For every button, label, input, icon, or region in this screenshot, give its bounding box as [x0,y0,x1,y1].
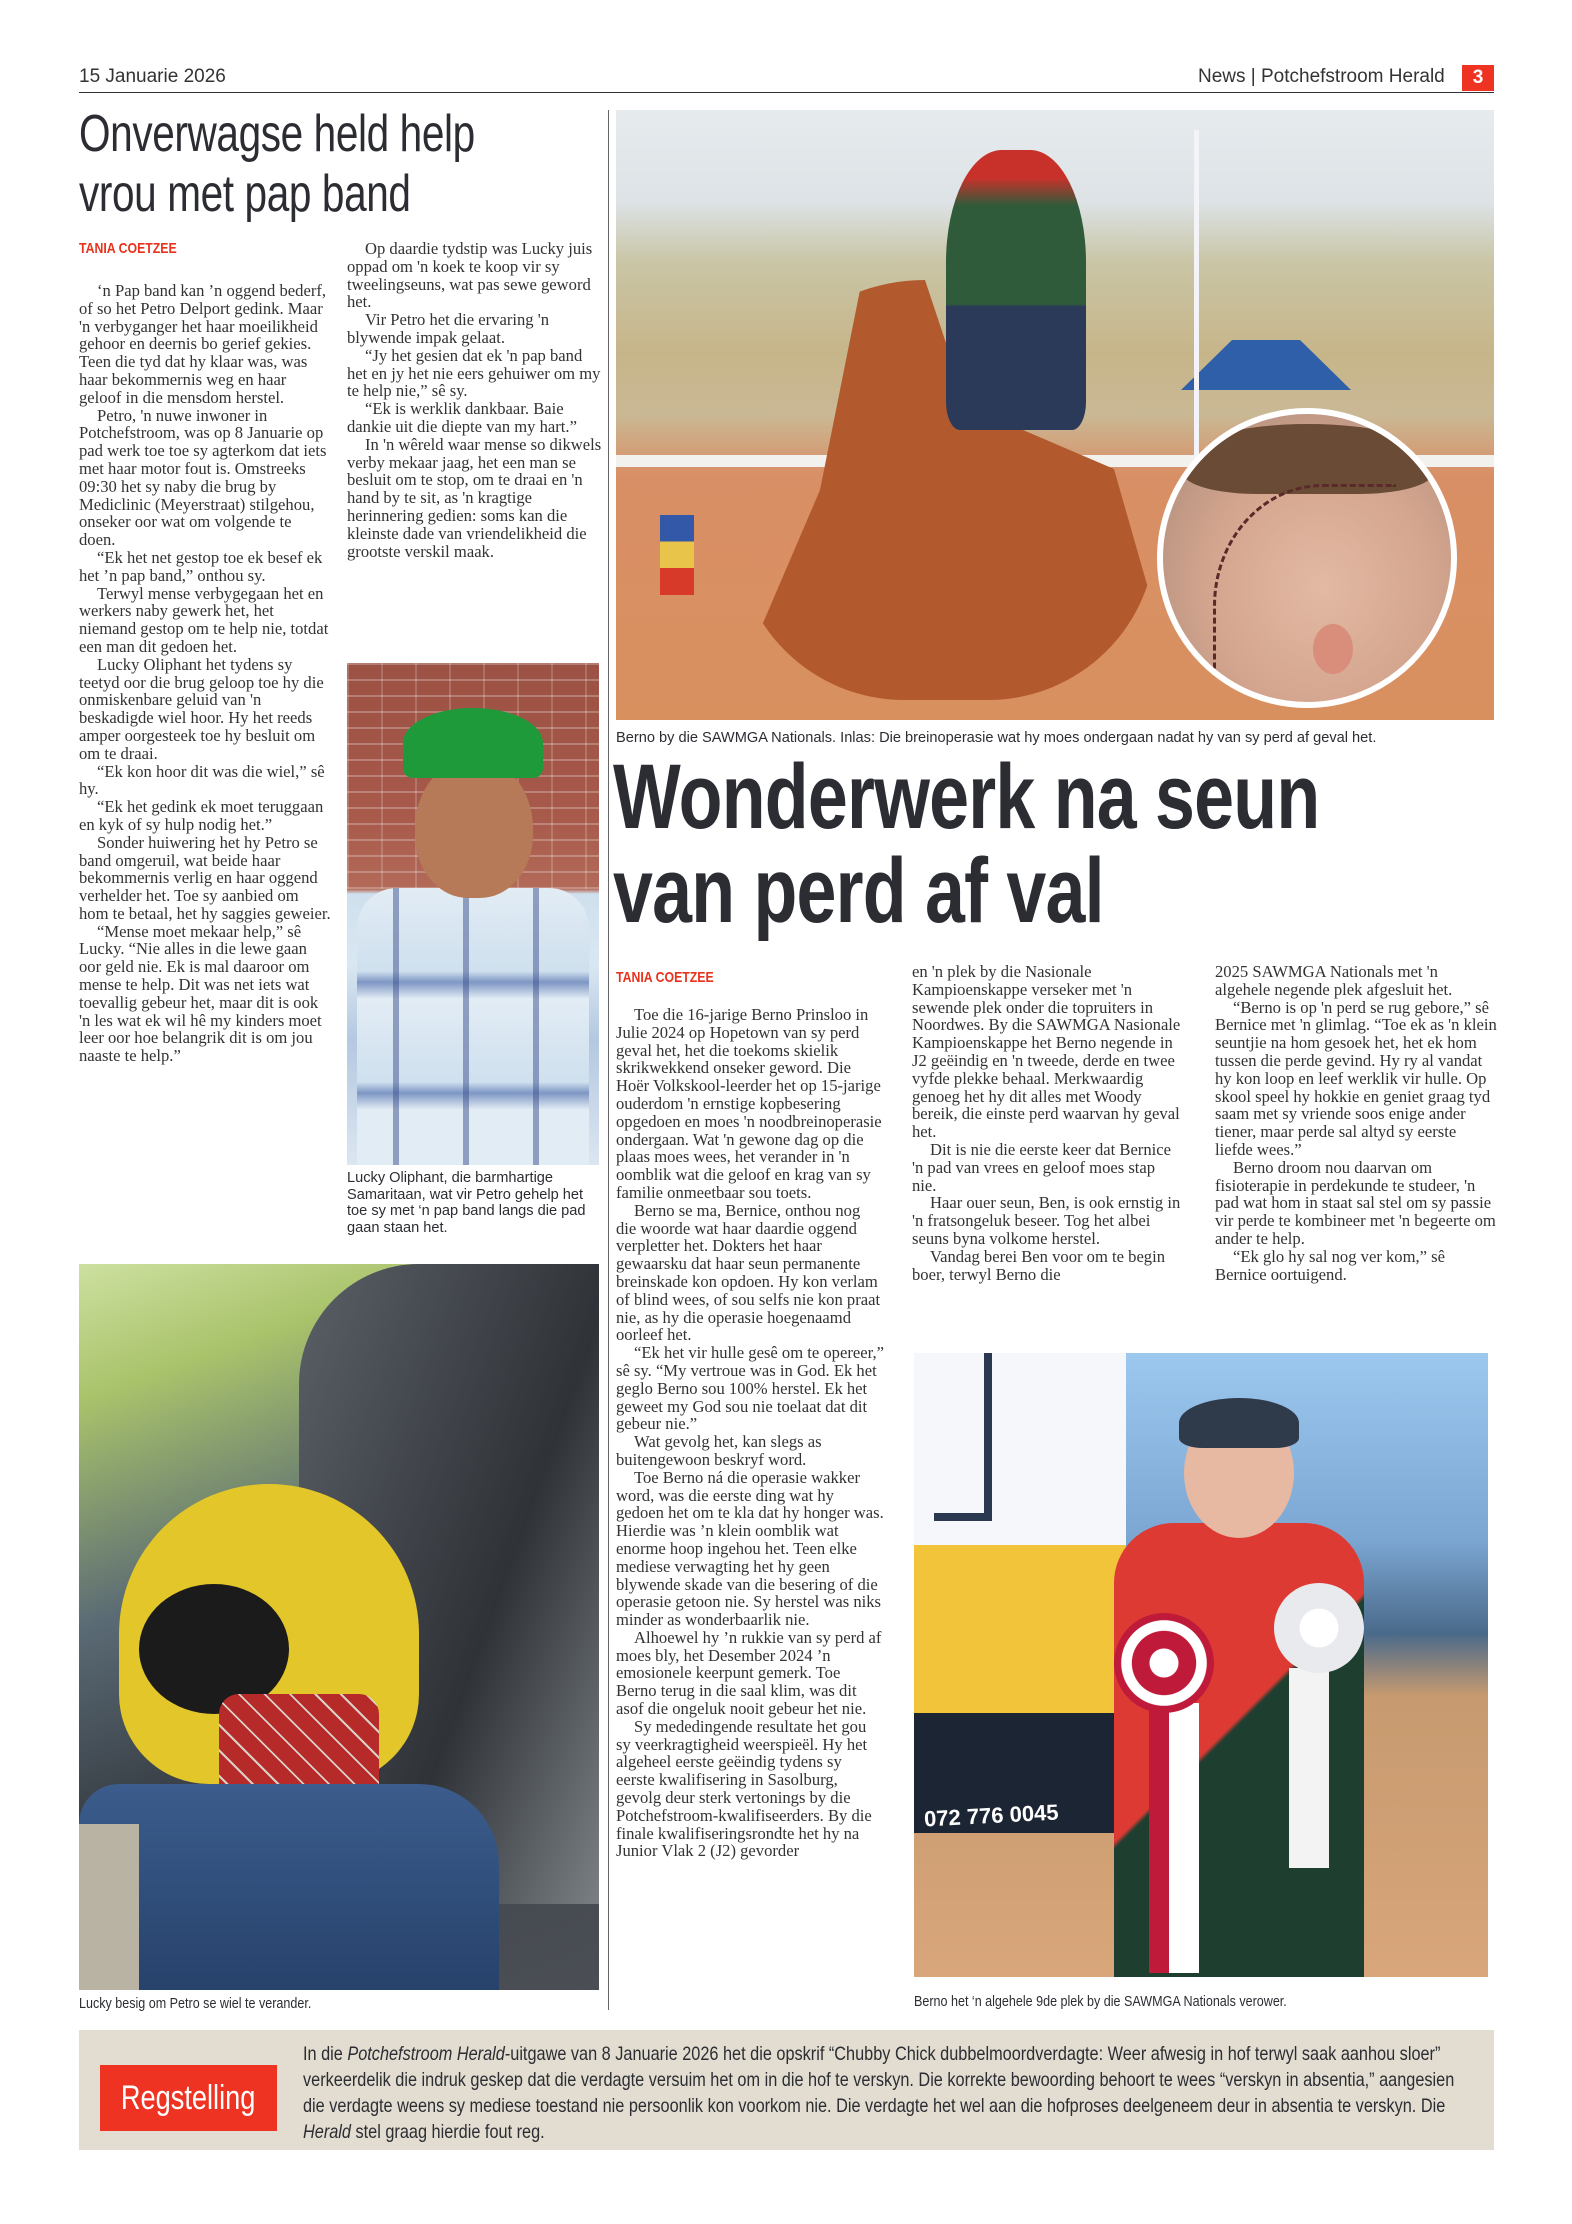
barrel [660,515,694,595]
correction-text-part: stel graag hierdie fout reg. [350,2121,545,2143]
column-divider [608,110,609,2010]
banner-phone-number: 072 776 0045 [923,1799,1060,1832]
paragraph: Haar ouer seun, Ben, is ook ernstig in 'n fratsongeluk beseer. Tog het albei seuns byna volkome herstel. [912,1193,1181,1248]
lucky-photo-caption: Lucky Oliphant, die barmhartige Samaritaan, wat vir Petro gehelp het toe sy met ‘n pap band langs die pad gaan staan het. [347,1170,586,1236]
correction-badge [100,2065,277,2131]
paragraph: Alhoewel hy ’n rukkie van sy perd af moes bly, het Desember 2024 ’n emosionele keerpunt gemerk. Toe Berno terug in die saal klim, was dit asof die ongeluk nooit gebeur het nie. [616,1627,882,1719]
section-label: News | Potchefstroom Herald [1198,66,1445,87]
smiling-face [415,758,533,898]
ear [1313,624,1353,674]
paragraph: Berno se ma, Bernice, onthou nog die woorde wat haar daardie oggend verpletter het. Dokters het haar gewaarsku dat haar seun permanente breinskade kon opdoen. Hy kon verlam of blind wees, of sou selfs nie kon praat nie, as hy die operasie hoegenaamd oorleef het. [616,1200,881,1345]
red-rosette [1114,1613,1214,1713]
article2-column3 [1215,963,1497,1283]
paragraph: “Berno is op 'n perd se rug gebore,” sê Bernice met 'n glimlag. “Toe ek as 'n klein seuntjie na hom gesoek het, het ek hom tussen die perde gevind. Hy ry al vandat hy kon loop en leef werklik vir hulle. Op skool speel hy hokkie en geniet graag tyd saam met sy vriende soos enige ander tiener, maar perde sal altyd sy eerste liefde wees.” [1215,997,1497,1159]
article2-column2 [912,963,1182,1283]
curb [79,1824,139,1990]
paragraph: “Ek is werklik dankbaar. Baie dankie uit die diepte van my hart.” [347,399,577,436]
lucky-tyre-photo-caption: Lucky besig om Petro se wiel te verander. [79,1996,312,2012]
paragraph: Berno droom nou daarvan om fisioterapie in perdekunde te studeer, 'n pad wat hom in staat sal stel om sy passie vir perde te kombineer met 'n begeerte om ander te help. [1215,1157,1496,1248]
paragraph: 2025 SAWMGA Nationals met 'n algehele negende plek afgesluit het. [1215,962,1453,999]
plaid-shirt [357,888,589,1165]
paragraph: Dit is nie die eerste keer dat Bernice 'n pad van vrees en geloof moes stap nie. [912,1139,1171,1195]
correction-text-italic: Potchefstroom Herald [347,2043,505,2065]
paragraph: Petro, 'n nuwe inwoner in Potchefstroom, was op 8 Januarie op pad werk toe toe sy agterkom dat iets met haar motor fout is. Omstreeks 09:30 het sy naby die brug by Mediclinic (Meyerstraat) stilgehou, onseker oor wat om volgende te doen. [79,405,327,550]
paragraph: en 'n plek by die Nasionale Kampioenskappe verseker met 'n sewende plek onder die topruiters in Noordwes. By die SAWMGA Nasionale Kampioenskappe het Berno negende in J2 geëindig en 'n tweede, derde en twee vyfde plekke behaal. Merkwaardig genoeg het hy dit alles met Woody bereik, die einste perd waarvan hy geval het. [912,962,1181,1142]
article1-column2 [347,240,603,560]
paragraph: In 'n wêreld waar mense so dikwels verby mekaar jaag, het een man se besluit om te stop, om te draai en 'n hand by te sit, as 'n kragtige herinnering gedien: soms kan die kleinste dade van vriendelikheid die grootste verskil maak. [347,434,602,561]
correction-text-part: -uitgawe van 8 Januarie 2026 het die opskrif “Chubby Chick dubbelmoordverdagte: Weer afwesig in hof terwyl saak aanhou sloer” verkeerdelik die indruk geskep dat die verdagte versuim het om in die hof te verskyn. Die korrekte bewoording behoort te wees “verskyn in absentia,” aangesien die verdagte weens sy mediese toestand nie persoonlik kon voorkom nie. Die verdagte het wel aan die hofproses deelgeneem deur in absentia te verskyn. Die [303,2043,1455,2117]
paragraph: Terwyl mense verbygegaan het en werkers naby gewerk het, het niemand gestop om te help nie, totdat een man dit gedoen het. [79,583,329,656]
surgical-staples [1213,484,1396,687]
issue-date: 15 Januarie 2026 [79,66,226,87]
paragraph: “Ek het vir hulle gesê om te opereer,” sê sy. “My vertroue was in God. Ek het geglo Berno sou 100% herstel. Ek het geweet my God sou nie toelaat dat dit gebeur nie.” [616,1343,884,1434]
paragraph: “Jy het gesien dat ek 'n pap band het en jy het nie eers gehuiwer om my te help nie,” sê sy. [347,345,601,401]
white-rosette [1274,1583,1364,1673]
paragraph: Lucky Oliphant het tydens sy teetyd oor die brug geloop toe hy die onmiskenbare geluid van 'n beskadigde wiel hoor. Hy het reeds amper oorgesteek toe hy besluit om om te draai. [79,654,324,763]
article1-headline-line2: vrou met pap band [79,165,411,223]
berno-rosettes-photo [914,1353,1488,1977]
article1-headline [79,104,594,224]
paragraph: Op daardie tydstip was Lucky juis oppad om 'n koek te koop vir sy tweelingseuns, wat pas sewe geword het. [347,239,593,312]
red-ribbon [1149,1703,1199,1973]
paragraph: “Mense moet mekaar help,” sê Lucky. “Nie alles in die lewe gaan oor geld nie. Ek is mal daaroor om mense te help. Dit was net iets wat toevallig gebeur het, maar dit is ook 'n les wat ek wil hê my kinders moet leer oor hoe belangrik dit is om jou naaste te help.” [79,921,322,1066]
paragraph: ‘n Pap band kan ’n oggend bederf, of so het Petro Delport gedink. Maar 'n verbyganger het haar moeilikheid gehoor en deernis bo gerief gekies. Teen die tyd dat hy klaar was, was haar bekommernis weg en haar geloof in die mensdom herstel. [79,281,327,407]
paragraph: Vir Petro het die ervaring 'n blywende impak gelaat. [347,310,550,347]
paragraph: “Ek kon hoor dit was die wiel,” sê hy. [79,761,325,799]
article2-headline [613,746,1502,942]
correction-text-italic: Herald [303,2121,351,2143]
rider [946,150,1086,430]
paragraph: “Ek glo hy sal nog ver kom,” sê Bernice oortuigend. [1215,1246,1445,1284]
article2-headline-line2: van perd af val [613,840,1104,942]
correction-text-part: In die [303,2043,348,2065]
page-number-badge: 3 [1462,65,1494,91]
berno-hair [1179,1398,1299,1448]
header-rule [79,92,1494,93]
lucky-changing-tyre-photo [79,1264,599,1990]
lucky-portrait-photo [347,663,599,1165]
banner-logo [934,1353,992,1521]
paragraph: Wat gevolg het, kan slegs as buitengewoon beskryf word. [616,1432,822,1469]
sponsor-banner [914,1353,1126,1833]
berno-photo-caption: Berno het ‘n algehele 9de plek by die SAWMGA Nationals verower. [914,1994,1287,2010]
article1-headline-line1: Onverwagse held help [79,105,475,163]
paragraph: Sonder huiwering het hy Petro se band omgeruil, wat beide haar bekommernis verlig en haar oggend verhelder het. Toe sy aanbied om hom te betaal, het hy saggies geweier. [79,832,331,923]
white-ribbon [1289,1668,1329,1868]
correction-badge-label: Regstelling [121,2079,256,2117]
article1-byline: TANIA COETZEE [79,240,177,257]
article2-headline-line1: Wonderwerk na seun [613,746,1320,848]
brain-surgery-inset-photo [1157,408,1457,708]
article2-column1 [616,1006,884,1860]
paragraph: Vandag berei Ben voor om te begin boer, terwyl Berno die [912,1246,1166,1284]
horse-photo-caption: Berno by die SAWMGA Nationals. Inlas: Die breinoperasie wat hy moes ondergaan nadat hy van sy perd af geval het. [616,730,1377,746]
blue-gazebo [1181,340,1351,390]
paragraph: “Ek het gedink ek moet teruggaan en kyk of sy hulp nodig het.” [79,797,324,834]
paragraph: Toe Berno ná die operasie wakker word, was die eerste ding wat hy gedoen het om te kla dat hy honger was. Hierdie was ’n klein oomblik wat enorme hoop ingehou het. Teen elke mediese verwagting het hy geen blywende skade van die besering of die operasie getoon nie. Sy herstel was niks minder as wonderbaarlik nie. [616,1467,884,1630]
article2-byline: TANIA COETZEE [616,969,714,986]
green-bucket-hat [403,708,543,778]
paragraph: Sy mededingende resultate het gou sy veerkragtigheid weerspieël. Hy het algeheel eerste geëindig tydens sy eerste kwalifisering in Sasolburg, gevolg deur sterk vertonings by die Potchefstroom-kwalifiseerders. By die finale kwalifiseringsrondte het hy na Junior Vlak 2 (J2) gevorder [616,1716,872,1861]
paragraph: Toe die 16-jarige Berno Prinsloo in Julie 2024 op Hopetown van sy perd geval het, het die toekoms skielik skrikwekkend onseker geword. Die Hoër Volkskool-leerder het op 15-jarige ouderdom 'n ernstige kopbesering opgedoen en moes 'n noodbreinoperasie ondergaan. Wat 'n gewone dag op die plaas moes wees, het verander in 'n oomblik wat die geloof en krag van sy familie onmeetbaar sou toets. [616,1005,882,1202]
paragraph: “Ek het net gestop toe ek besef ek het ’n pap band,” onthou sy. [79,547,323,585]
denim-blanket [79,1784,499,1990]
article1-column1 [79,282,331,1065]
correction-text [303,2041,1472,2145]
